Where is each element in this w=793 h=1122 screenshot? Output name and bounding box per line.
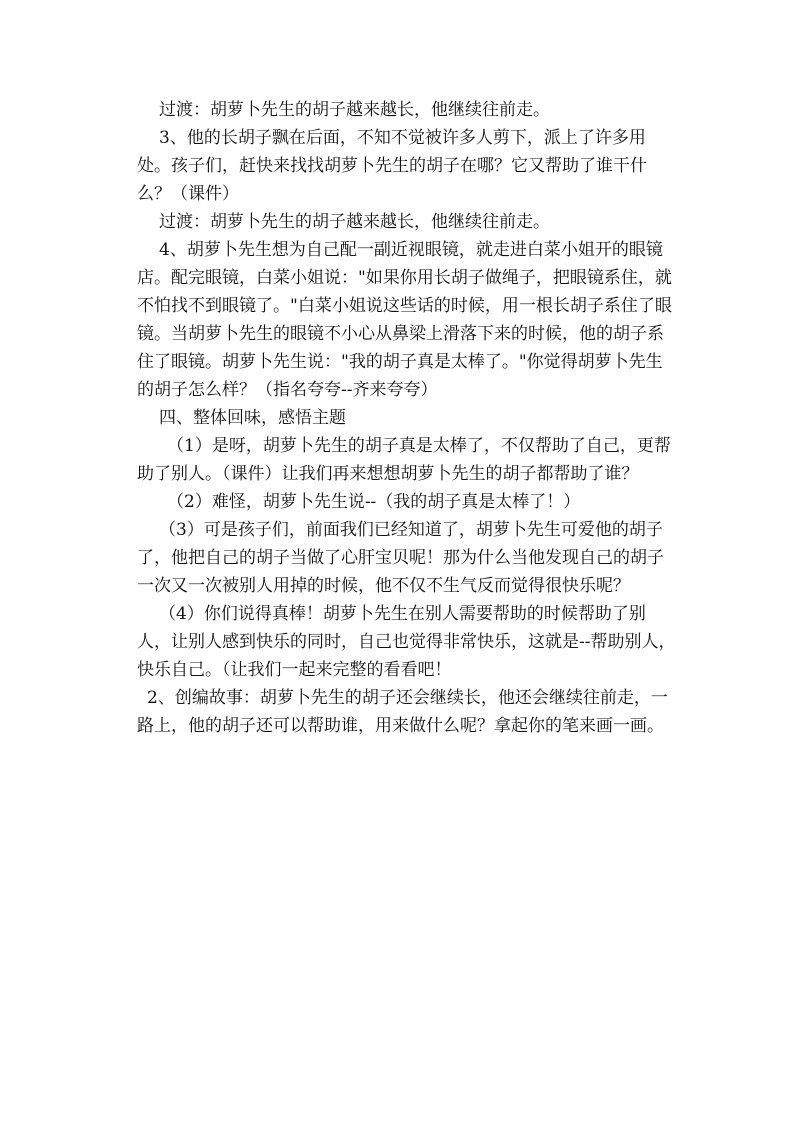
paragraph-item-4: 4、胡萝卜先生想为自己配一副近视眼镜，就走进白菜小姐开的眼镜店。配完眼镜，白菜小姐说："如果你用长胡子做绳子，把眼镜系住，就不怕找不到眼镜了。"白菜小姐说这些话的时候，用一根长胡子系住了眼镜。当胡萝卜先生的眼镜不小心从鼻梁上滑落下来的时候，他的胡子系住了眼镜。胡萝卜先生说："我的胡子真是太棒了。"你觉得胡萝卜先生的胡子怎么样？（指名夸夸--齐来夸夸）	[137, 240, 672, 400]
paragraph-sub-4: （4）你们说得真棒！胡萝卜先生在别人需要帮助的时候帮助了别人，让别人感到快乐的同时，自己也觉得非常快乐，这就是--帮助别人，快乐自己。（让我们一起来完整的看看吧！	[137, 604, 676, 680]
paragraph-sub-2: （2）难怪，胡萝卜先生说--（我的胡子真是太棒了！）	[167, 492, 581, 512]
paragraph-transition-2: 过渡：胡萝卜先生的胡子越来越长，他继续往前走。	[159, 212, 550, 232]
document-body	[137, 96, 677, 740]
paragraph-transition-1: 过渡：胡萝卜先生的胡子越来越长，他继续往前走。	[159, 100, 550, 120]
section-heading-4: 四、整体回味，感悟主题	[159, 408, 346, 428]
paragraph-item-3: 3、他的长胡子飘在后面，不知不觉被许多人剪下，派上了许多用处。孩子们，赶快来找找胡萝卜先生的胡子在哪？它又帮助了谁干什么？（课件）	[137, 128, 647, 204]
paragraph-sub-1: （1）是呀，胡萝卜先生的胡子真是太棒了，不仅帮助了自己，更帮助了别人。（课件）让我们再来想想胡萝卜先生的胡子都帮助了谁？	[137, 436, 671, 484]
paragraph-sub-3: （3）可是孩子们，前面我们已经知道了，胡萝卜先生可爱他的胡子了，他把自己的胡子当做了心肝宝贝呢！那为什么当他发现自己的胡子一次又一次被别人用掉的时候，他不仅不生气反而觉得很快乐呢？	[137, 520, 664, 596]
paragraph-item-2: 2、创编故事：胡萝卜先生的胡子还会继续长，他还会继续往前走，一路上，他的胡子还可以帮助谁，用来做什么呢？拿起你的笔来画一画。	[137, 688, 668, 736]
